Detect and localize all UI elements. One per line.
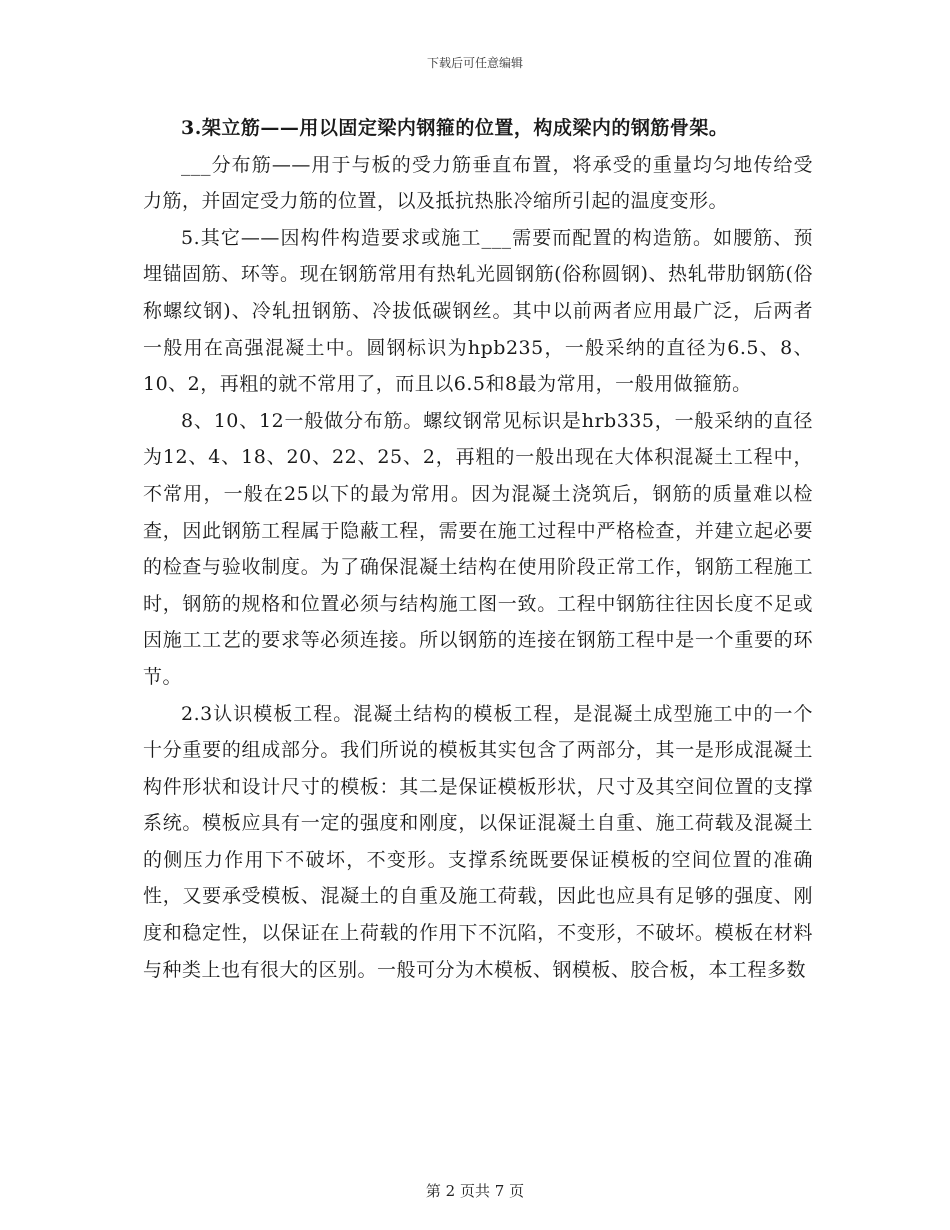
paragraph-4: 8、10、12一般做分布筋。螺纹钢常见标识是hrb335，一般采纳的直径为12、4、18、20、22、25、2，再粗的一般出现在大体积混凝土工程中，不常用，一般在25以下的最为常用。因为混凝土浇筑后，钢筋的质量难以检查，因此钢筋工程属于隐蔽工程，需要在施工过程中严格检查，并建立起必要的检查与验收制度。为了确保混凝土结构在使用阶段正常工作，钢筋工程施工时，钢筋的规格和位置必须与结构施工图一致。工程中钢筋往往因长度不足或因施工工艺的要求等必须连接。所以钢筋的连接在钢筋工程中是一个重要的环节。: [143, 409, 813, 688]
paragraph-2: ___分布筋——用于与板的受力筋垂直布置，将承受的重量均匀地传给受力筋，并固定受力筋的位置，以及抵抗热胀冷缩所引起的温度变形。: [143, 153, 813, 213]
paragraph-1: 3.架立筋——用以固定梁内钢箍的位置，构成梁内的钢筋骨架。: [181, 117, 729, 139]
paragraph-3: 5.其它——因构件构造要求或施工___需要而配置的构造筋。如腰筋、预埋锚固筋、环等。现在钢筋常用有热轧光圆钢筋(俗称圆钢)、热轧带肋钢筋(俗称螺纹钢)、冷轧扭钢筋、冷拔低碳钢丝。其中以前两者应用最广泛，后两者一般用在高强混凝土中。圆钢标识为hpb235，一般采纳的直径为6.5、8、10、2，再粗的就不常用了，而且以6.5和8最为常用，一般用做箍筋。: [143, 226, 813, 396]
page-footer: 第 2 页共 7 页: [425, 1182, 525, 1200]
document-body: [143, 110, 813, 988]
page-header: 下载后可任意编辑: [426, 56, 523, 70]
paragraph-5: 2.3认识模板工程。混凝土结构的模板工程，是混凝土成型施工中的一个十分重要的组成部分。我们所说的模板其实包含了两部分，其一是形成混凝土构件形状和设计尺寸的模板：其二是保证模板形状，尺寸及其空间位置的支撑系统。模板应具有一定的强度和刚度，以保证混凝土自重、施工荷载及混凝土的侧压力作用下不破坏，不变形。支撑系统既要保证模板的空间位置的准确性，又要承受模板、混凝土的自重及施工荷载，因此也应具有足够的强度、刚度和稳定性，以保证在上荷载的作用下不沉陷，不变形，不破坏。模板在材料与种类上也有很大的区别。一般可分为木模板、钢模板、胶合板，本工程多数: [143, 702, 813, 981]
